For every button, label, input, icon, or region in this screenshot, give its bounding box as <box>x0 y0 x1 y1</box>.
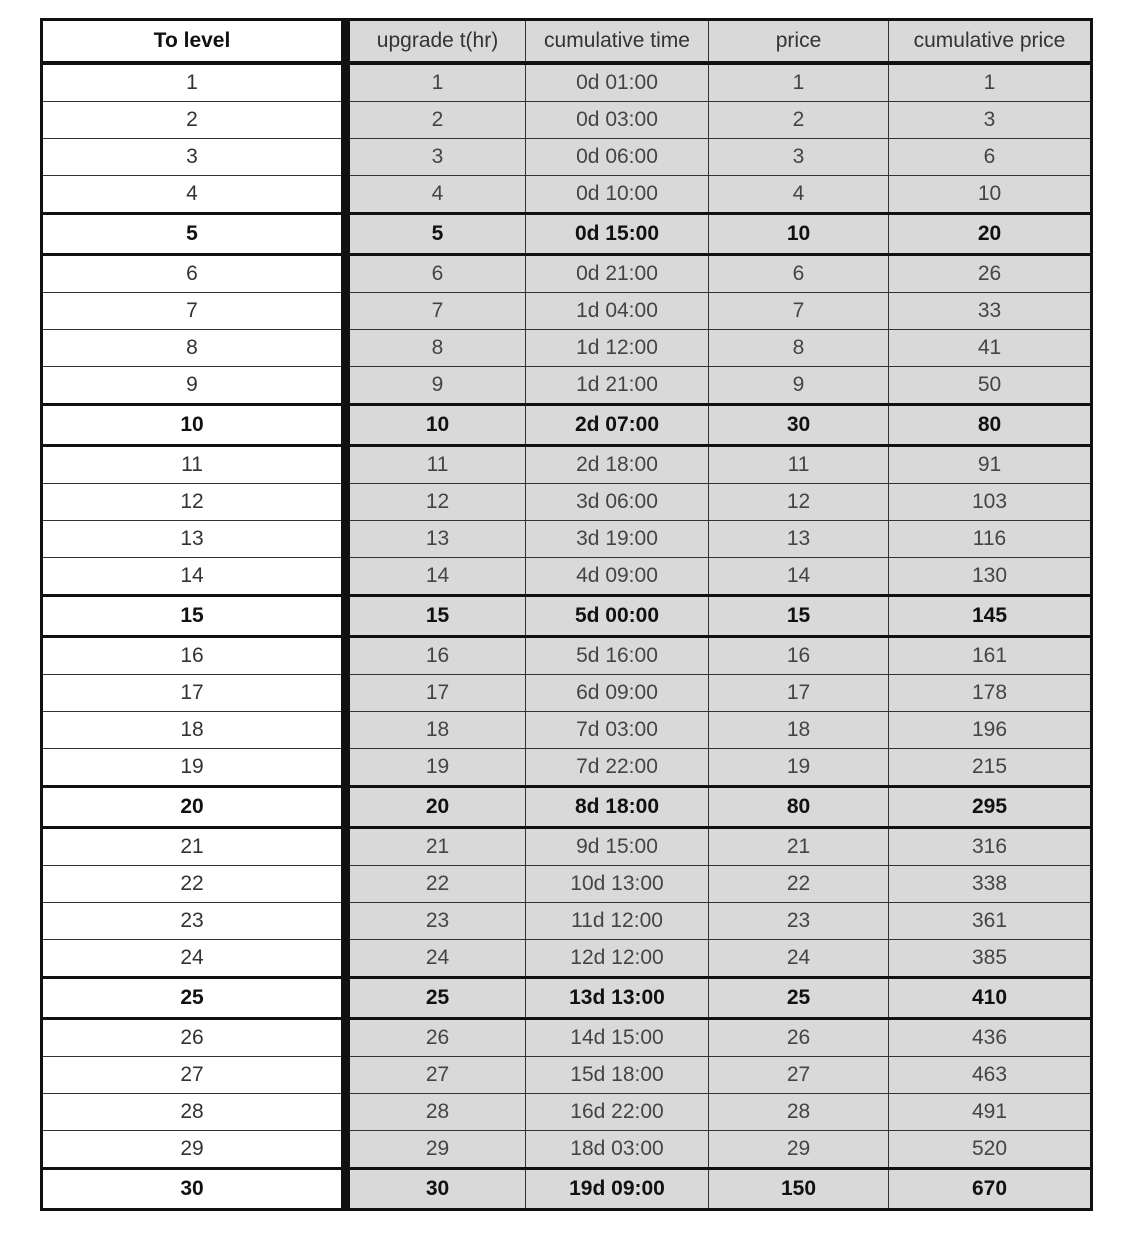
cell-to-level: 11 <box>42 446 346 484</box>
cell-cumulative-price: 295 <box>889 787 1092 828</box>
cell-cumulative-price: 316 <box>889 828 1092 866</box>
cell-cumulative-time: 8d 18:00 <box>526 787 709 828</box>
cell-cumulative-price: 410 <box>889 978 1092 1019</box>
cell-to-level: 25 <box>42 978 346 1019</box>
cell-cumulative-price: 41 <box>889 330 1092 367</box>
cell-cumulative-time: 6d 09:00 <box>526 675 709 712</box>
cell-price: 29 <box>709 1131 889 1169</box>
cell-price: 25 <box>709 978 889 1019</box>
cell-to-level: 9 <box>42 367 346 405</box>
table-row <box>42 139 1092 176</box>
table-row <box>42 749 1092 787</box>
cell-price: 6 <box>709 255 889 293</box>
table-row <box>42 63 1092 102</box>
cell-price: 19 <box>709 749 889 787</box>
cell-to-level: 17 <box>42 675 346 712</box>
cell-upgrade-time: 12 <box>346 484 526 521</box>
cell-to-level: 1 <box>42 63 346 102</box>
cell-to-level: 13 <box>42 521 346 558</box>
cell-cumulative-time: 16d 22:00 <box>526 1094 709 1131</box>
cell-price: 11 <box>709 446 889 484</box>
cell-to-level: 26 <box>42 1019 346 1057</box>
table-row <box>42 1131 1092 1169</box>
upgrade-table-container <box>40 18 1090 1211</box>
cell-upgrade-time: 9 <box>346 367 526 405</box>
table-row <box>42 787 1092 828</box>
table-row <box>42 214 1092 255</box>
cell-upgrade-time: 30 <box>346 1169 526 1210</box>
cell-cumulative-price: 385 <box>889 940 1092 978</box>
table-row <box>42 484 1092 521</box>
cell-upgrade-time: 15 <box>346 596 526 637</box>
cell-upgrade-time: 6 <box>346 255 526 293</box>
cell-upgrade-time: 11 <box>346 446 526 484</box>
table-row <box>42 1019 1092 1057</box>
cell-to-level: 15 <box>42 596 346 637</box>
cell-cumulative-price: 1 <box>889 63 1092 102</box>
table-row <box>42 828 1092 866</box>
cell-upgrade-time: 13 <box>346 521 526 558</box>
cell-upgrade-time: 29 <box>346 1131 526 1169</box>
cell-to-level: 14 <box>42 558 346 596</box>
cell-cumulative-price: 6 <box>889 139 1092 176</box>
cell-cumulative-time: 11d 12:00 <box>526 903 709 940</box>
cell-cumulative-price: 161 <box>889 637 1092 675</box>
cell-cumulative-time: 12d 12:00 <box>526 940 709 978</box>
cell-cumulative-time: 0d 15:00 <box>526 214 709 255</box>
cell-upgrade-time: 8 <box>346 330 526 367</box>
table-row <box>42 637 1092 675</box>
cell-upgrade-time: 18 <box>346 712 526 749</box>
cell-cumulative-price: 103 <box>889 484 1092 521</box>
cell-price: 26 <box>709 1019 889 1057</box>
cell-cumulative-price: 670 <box>889 1169 1092 1210</box>
cell-price: 1 <box>709 63 889 102</box>
cell-cumulative-time: 1d 21:00 <box>526 367 709 405</box>
cell-cumulative-time: 18d 03:00 <box>526 1131 709 1169</box>
cell-to-level: 27 <box>42 1057 346 1094</box>
cell-cumulative-time: 2d 07:00 <box>526 405 709 446</box>
cell-upgrade-time: 17 <box>346 675 526 712</box>
cell-cumulative-time: 2d 18:00 <box>526 446 709 484</box>
cell-cumulative-price: 116 <box>889 521 1092 558</box>
table-row <box>42 712 1092 749</box>
header-price: price <box>709 20 889 64</box>
cell-upgrade-time: 19 <box>346 749 526 787</box>
cell-cumulative-price: 20 <box>889 214 1092 255</box>
cell-cumulative-price: 80 <box>889 405 1092 446</box>
table-row <box>42 255 1092 293</box>
table-row <box>42 866 1092 903</box>
table-row <box>42 940 1092 978</box>
cell-price: 30 <box>709 405 889 446</box>
cell-upgrade-time: 21 <box>346 828 526 866</box>
cell-cumulative-time: 5d 00:00 <box>526 596 709 637</box>
cell-cumulative-price: 145 <box>889 596 1092 637</box>
table-row <box>42 367 1092 405</box>
cell-upgrade-time: 23 <box>346 903 526 940</box>
cell-cumulative-time: 0d 01:00 <box>526 63 709 102</box>
cell-price: 4 <box>709 176 889 214</box>
cell-price: 8 <box>709 330 889 367</box>
table-row <box>42 1057 1092 1094</box>
table-row <box>42 1094 1092 1131</box>
cell-price: 150 <box>709 1169 889 1210</box>
cell-to-level: 18 <box>42 712 346 749</box>
cell-cumulative-price: 196 <box>889 712 1092 749</box>
cell-to-level: 10 <box>42 405 346 446</box>
cell-cumulative-price: 91 <box>889 446 1092 484</box>
cell-cumulative-price: 26 <box>889 255 1092 293</box>
cell-to-level: 24 <box>42 940 346 978</box>
cell-cumulative-time: 7d 22:00 <box>526 749 709 787</box>
cell-price: 23 <box>709 903 889 940</box>
cell-cumulative-price: 3 <box>889 102 1092 139</box>
cell-price: 7 <box>709 293 889 330</box>
table-row <box>42 903 1092 940</box>
cell-to-level: 19 <box>42 749 346 787</box>
table-header <box>42 20 1092 64</box>
header-to-level: To level <box>42 20 346 64</box>
upgrade-table <box>40 18 1093 1211</box>
cell-upgrade-time: 5 <box>346 214 526 255</box>
cell-cumulative-time: 15d 18:00 <box>526 1057 709 1094</box>
cell-upgrade-time: 24 <box>346 940 526 978</box>
cell-upgrade-time: 20 <box>346 787 526 828</box>
cell-price: 17 <box>709 675 889 712</box>
cell-cumulative-time: 3d 06:00 <box>526 484 709 521</box>
table-row <box>42 1169 1092 1210</box>
cell-cumulative-time: 0d 10:00 <box>526 176 709 214</box>
cell-price: 13 <box>709 521 889 558</box>
cell-upgrade-time: 3 <box>346 139 526 176</box>
cell-cumulative-time: 9d 15:00 <box>526 828 709 866</box>
cell-cumulative-time: 0d 21:00 <box>526 255 709 293</box>
cell-price: 12 <box>709 484 889 521</box>
cell-to-level: 2 <box>42 102 346 139</box>
cell-upgrade-time: 4 <box>346 176 526 214</box>
table-row <box>42 102 1092 139</box>
header-upgrade-time: upgrade t(hr) <box>346 20 526 64</box>
cell-cumulative-time: 1d 12:00 <box>526 330 709 367</box>
cell-to-level: 6 <box>42 255 346 293</box>
cell-cumulative-price: 10 <box>889 176 1092 214</box>
cell-price: 9 <box>709 367 889 405</box>
cell-cumulative-time: 7d 03:00 <box>526 712 709 749</box>
header-cumulative-time: cumulative time <box>526 20 709 64</box>
table-row <box>42 176 1092 214</box>
cell-to-level: 5 <box>42 214 346 255</box>
table-row <box>42 330 1092 367</box>
cell-to-level: 22 <box>42 866 346 903</box>
cell-cumulative-time: 14d 15:00 <box>526 1019 709 1057</box>
cell-upgrade-time: 27 <box>346 1057 526 1094</box>
cell-cumulative-time: 10d 13:00 <box>526 866 709 903</box>
cell-upgrade-time: 28 <box>346 1094 526 1131</box>
cell-to-level: 8 <box>42 330 346 367</box>
cell-price: 16 <box>709 637 889 675</box>
cell-to-level: 3 <box>42 139 346 176</box>
header-cumulative-price: cumulative price <box>889 20 1092 64</box>
cell-cumulative-price: 436 <box>889 1019 1092 1057</box>
cell-price: 3 <box>709 139 889 176</box>
cell-to-level: 30 <box>42 1169 346 1210</box>
cell-cumulative-time: 3d 19:00 <box>526 521 709 558</box>
table-row <box>42 675 1092 712</box>
cell-price: 22 <box>709 866 889 903</box>
cell-upgrade-time: 26 <box>346 1019 526 1057</box>
cell-to-level: 20 <box>42 787 346 828</box>
cell-price: 14 <box>709 558 889 596</box>
cell-to-level: 23 <box>42 903 346 940</box>
cell-price: 28 <box>709 1094 889 1131</box>
cell-to-level: 29 <box>42 1131 346 1169</box>
cell-price: 10 <box>709 214 889 255</box>
cell-to-level: 12 <box>42 484 346 521</box>
header-row <box>42 20 1092 64</box>
table-row <box>42 405 1092 446</box>
cell-to-level: 28 <box>42 1094 346 1131</box>
table-row <box>42 596 1092 637</box>
table-body <box>42 63 1092 1210</box>
cell-cumulative-time: 4d 09:00 <box>526 558 709 596</box>
cell-cumulative-price: 50 <box>889 367 1092 405</box>
cell-cumulative-time: 1d 04:00 <box>526 293 709 330</box>
cell-cumulative-price: 520 <box>889 1131 1092 1169</box>
cell-upgrade-time: 1 <box>346 63 526 102</box>
table-row <box>42 293 1092 330</box>
cell-upgrade-time: 22 <box>346 866 526 903</box>
cell-cumulative-time: 0d 06:00 <box>526 139 709 176</box>
cell-to-level: 7 <box>42 293 346 330</box>
cell-price: 18 <box>709 712 889 749</box>
table-row <box>42 521 1092 558</box>
table-row <box>42 978 1092 1019</box>
cell-to-level: 16 <box>42 637 346 675</box>
cell-cumulative-price: 215 <box>889 749 1092 787</box>
cell-cumulative-time: 13d 13:00 <box>526 978 709 1019</box>
cell-price: 27 <box>709 1057 889 1094</box>
cell-to-level: 21 <box>42 828 346 866</box>
cell-cumulative-time: 19d 09:00 <box>526 1169 709 1210</box>
cell-price: 15 <box>709 596 889 637</box>
cell-upgrade-time: 2 <box>346 102 526 139</box>
cell-price: 21 <box>709 828 889 866</box>
cell-upgrade-time: 7 <box>346 293 526 330</box>
cell-to-level: 4 <box>42 176 346 214</box>
cell-cumulative-price: 178 <box>889 675 1092 712</box>
cell-price: 80 <box>709 787 889 828</box>
cell-cumulative-price: 463 <box>889 1057 1092 1094</box>
cell-cumulative-price: 130 <box>889 558 1092 596</box>
cell-upgrade-time: 10 <box>346 405 526 446</box>
cell-cumulative-price: 338 <box>889 866 1092 903</box>
table-row <box>42 558 1092 596</box>
cell-price: 2 <box>709 102 889 139</box>
cell-upgrade-time: 14 <box>346 558 526 596</box>
cell-price: 24 <box>709 940 889 978</box>
cell-cumulative-time: 0d 03:00 <box>526 102 709 139</box>
cell-upgrade-time: 25 <box>346 978 526 1019</box>
cell-cumulative-price: 361 <box>889 903 1092 940</box>
table-row <box>42 446 1092 484</box>
cell-cumulative-price: 33 <box>889 293 1092 330</box>
cell-cumulative-price: 491 <box>889 1094 1092 1131</box>
cell-upgrade-time: 16 <box>346 637 526 675</box>
cell-cumulative-time: 5d 16:00 <box>526 637 709 675</box>
